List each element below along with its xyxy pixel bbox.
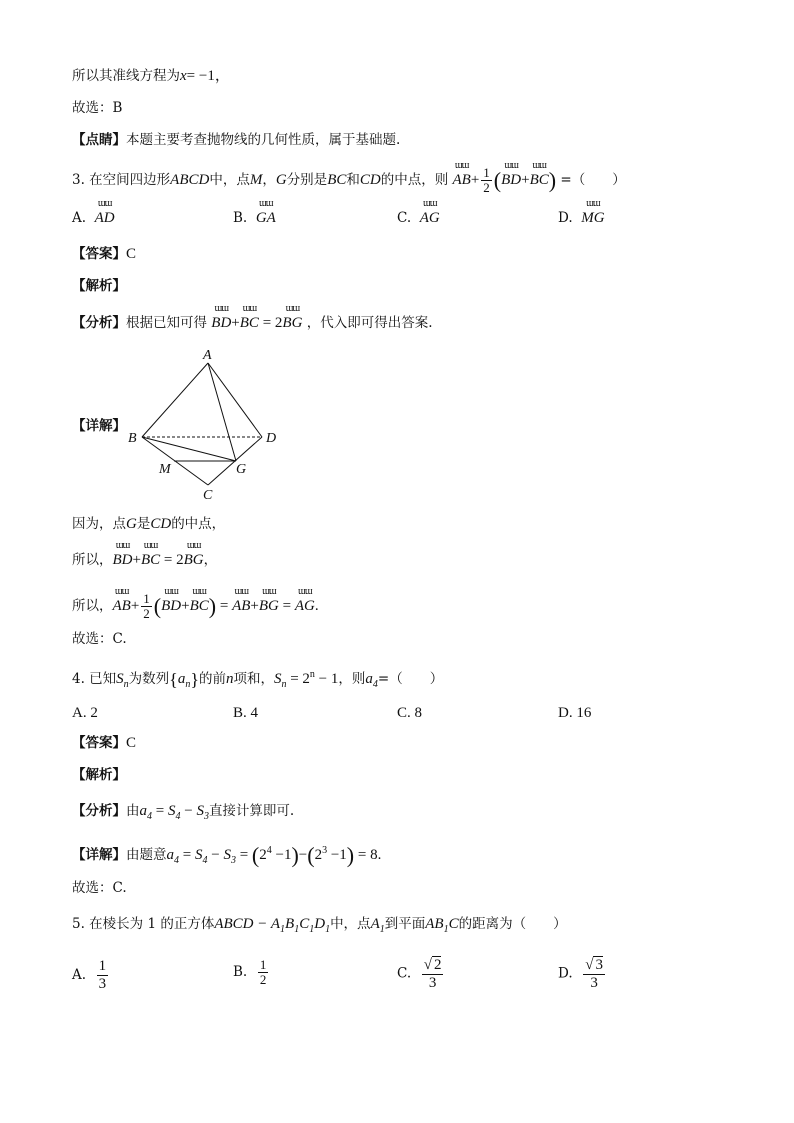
analysis-heading-4: 【解析】 — [72, 767, 126, 783]
q5-option-b: B. $\frac{1}{2}$ — [233, 957, 267, 987]
analysis-3: 【分析】根据已知可得 ɯɯ BD+ɯɯ BC = 2ɯɯ BG ，代入即可得出答案. — [72, 313, 433, 333]
q3-option-b: B. ɯɯ GA — [233, 208, 276, 228]
detail-3-line3: 所以，ɯɯ AB+ $\frac{1}{2}$ (ɯɯ BD+ɯɯ BC) = ɯɯ AB+ɯɯ BG = ɯɯ AG. — [72, 592, 319, 621]
q4-option-d: D. 16 — [558, 705, 592, 721]
detail-3-line1: 因为，点G是CD的中点， — [72, 516, 226, 532]
q5-option-a: A. $\frac{1}{3}$ — [72, 958, 107, 992]
q3-option-a: A. ɯɯ AD — [72, 208, 115, 228]
q4-option-c: C. 8 — [397, 705, 423, 721]
label-m: M — [159, 462, 171, 477]
q5-option-d: D. $\frac{√ 3}{3}$ — [558, 957, 603, 991]
segment-bg — [142, 437, 236, 461]
edge-ad — [208, 363, 262, 437]
detail-heading: 【详解】 — [72, 418, 126, 434]
text-line-directrix: 所以其准线方程为x= −1， — [72, 68, 230, 84]
question-3: 3. 在空间四边形ABCD中，点M，G分别是BC和CD的中点，则 ɯɯ AB+ $\frac{1}{2}$ (ɯɯ BD+ɯɯ BC) =（ ） — [72, 166, 626, 195]
q4-option-b: B. 4 — [233, 705, 259, 721]
q4-option-a: A. 2 — [72, 705, 98, 721]
q5-option-c: C. $\frac{√ 2}{3}$ — [397, 957, 442, 991]
detail-3-line2: 所以，ɯɯ BD+ɯɯ BC = 2ɯɯ BG， — [72, 550, 217, 570]
question-5: 5. 在棱长为 1 的正方体ABCD − $A_1B_1C_1D_1$中，点$A_1$到平面$AB_1C$的距离为（ ） — [72, 916, 567, 935]
text-comment: 【点睛】本题主要考查抛物线的几何性质，属于基础题. — [72, 132, 401, 148]
detail-4: 【详解】由题意$a_4 = S_4 - S_3 = (2^4 -1)-(2^3 -1) = 8$. — [72, 842, 382, 868]
text-answer-choice-b: 故选：B — [72, 100, 123, 116]
answer-choice-3: 故选：C. — [72, 631, 127, 647]
answer-3: 【答案】C — [72, 246, 137, 262]
q3-option-c: C. ɯɯ AG — [397, 208, 440, 228]
label-a: A — [203, 348, 212, 363]
edge-ag — [208, 363, 236, 461]
answer-4: 【答案】C — [72, 735, 137, 751]
question-4: 4. 已知$S_n$为数列$\{a_n\}$的前n项和，$S_n = 2^n - 1$，则$a_4=$（ ） — [72, 669, 444, 690]
q3-option-d: D. ɯɯ MG — [558, 208, 605, 228]
analysis-heading: 【解析】 — [72, 278, 126, 294]
label-g: G — [236, 462, 247, 477]
q3-expression: ɯɯ AB+ $\frac{1}{2}$ (ɯɯ BD+ɯɯ BC) — [453, 172, 561, 188]
analysis-4: 【分析】由$a_4 = S_4 - S_3$直接计算即可. — [72, 803, 295, 822]
tetrahedron-figure — [120, 345, 290, 505]
answer-choice-4: 故选：C. — [72, 880, 127, 896]
label-d: D — [266, 431, 277, 446]
label-c: C — [203, 488, 213, 503]
label-b: B — [128, 431, 137, 446]
edge-ab — [142, 363, 208, 437]
